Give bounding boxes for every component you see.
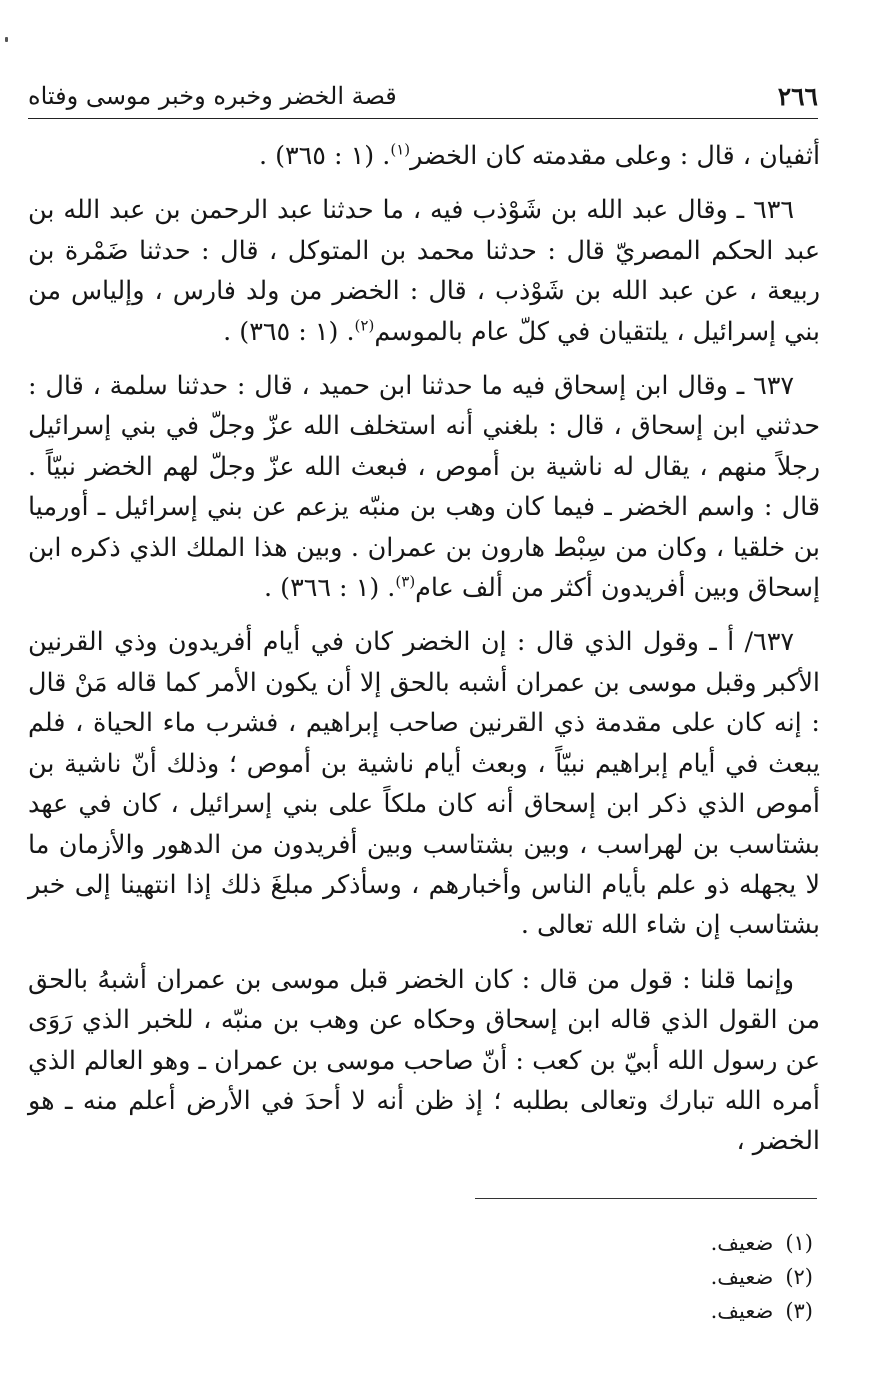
footnote-ref: (٢) <box>354 316 375 335</box>
scan-speck <box>5 37 8 42</box>
paragraph-citation: . (١ : ٣٦٦) . <box>264 572 396 603</box>
footnote-divider <box>475 1198 817 1199</box>
paragraph-637 <box>28 365 820 607</box>
footnote-3 <box>413 1294 813 1328</box>
paragraph-citation: . (١ : ٣٦٥) . <box>258 140 391 170</box>
paragraph-text: ٦٣٦ ـ وقال عبد الله بن شَوْذب فيه ، ما حدثنا عبد الرحمن بن عبد الله بن عبد الحكم المصريّ قال : حدثنا محمد بن المتوكل ، قال : حدثنا ضَمْرة بن ربيعة ، عن عبد الله بن شَوْذب ، قال : الخضر من ولد فارس ، وإلياس من بني إسرائيل ، يلتقيان في كلّ عام بالموسم <box>28 194 820 346</box>
paragraph-text: أثفيان ، قال : وعلى مقدمته كان الخضر <box>410 140 820 170</box>
footnote-number: (٢) <box>785 1265 813 1289</box>
paragraph-text: ٦٣٧ ـ وقال ابن إسحاق فيه ما حدثنا ابن حميد ، قال : حدثنا سلمة ، قال : حدثني ابن إسحاق ، قال : بلغني أنه استخلف الله عزّ وجلّ في بني إسرائيل رجلاً منهم ، يقال له ناشية بن أموص ، فبعث الله عزّ وجلّ لهم الخضر نبيّاً . قال : واسم الخضر ـ فيما كان وهب بن منبّه يزعم عن بني إسرائيل ـ أورميا بن خلقيا ، وكان من سِبْط هارون بن عمران . وبين هذا الملك الذي ذكره ابن إسحاق وبين أفريدون أكثر من ألف عام <box>28 370 820 603</box>
main-text <box>28 135 820 1161</box>
footnote-number: (١) <box>785 1231 813 1255</box>
footnote-text: ضعيف. <box>710 1265 774 1289</box>
footnote-2 <box>413 1260 813 1294</box>
page-header <box>28 78 818 119</box>
paragraph-continuation <box>28 135 820 175</box>
paragraph-636 <box>28 189 820 351</box>
footnote-ref: (١) <box>390 140 411 159</box>
footnotes <box>413 1226 813 1328</box>
footnote-text: ضعيف. <box>710 1299 774 1323</box>
paragraph-citation: . (١ : ٣٦٥) . <box>223 315 355 346</box>
footnote-1 <box>413 1226 813 1260</box>
paragraph-text: ٦٣٧/ أ ـ وقول الذي قال : إن الخضر كان في أيام أفريدون وذي القرنين الأكبر وقبل موسى بن عمران أشبه بالحق إلا أن يكون الأمر كما قاله مَنْ قال : إنه كان على مقدمة ذي القرنين صاحب إبراهيم ، فشرب ماء الحياة ، فلم يبعث في أيام إبراهيم نبيّاً ، وبعث أيام ناشية بن أموص ؛ وذلك أنّ ناشية بن أموص الذي ذكر ابن إسحاق أنه كان ملكاً على بني إسرائيل ، كان في عهد بشتاسب بن لهراسب ، وبين بشتاسب وبين أفريدون من الدهور والأزمان ما لا يجهله ذو علم بأيام الناس وأخبارهم ، وسأذكر مبلغَ ذلك إذا انتهينا إلى خبر بشتاسب إن شاء الله تعالى . <box>28 626 820 940</box>
running-title: قصة الخضر وخبره وخبر موسى وفتاه <box>28 82 397 110</box>
footnote-text: ضعيف. <box>710 1231 774 1255</box>
footnote-ref: (٣) <box>395 572 416 591</box>
paragraph-text: وإنما قلنا : قول من قال : كان الخضر قبل موسى بن عمران أشبهُ بالحق من القول الذي قاله ابن إسحاق وحكاه عن وهب بن منبّه ، للخبر الذي رَوَى عن رسول الله أبيّ بن كعب : أنّ صاحب موسى بن عمران ـ وهو العالم الذي أمره الله تبارك وتعالى بطلبه ؛ إذ ظن أنه لا أحدَ في الأرض أعلم منه ـ هو الخضر ، <box>28 963 820 1156</box>
footnote-number: (٣) <box>785 1299 813 1323</box>
page-number: ٢٦٦ <box>777 82 818 111</box>
paragraph-637a <box>28 621 820 944</box>
paragraph-argument <box>28 959 820 1161</box>
